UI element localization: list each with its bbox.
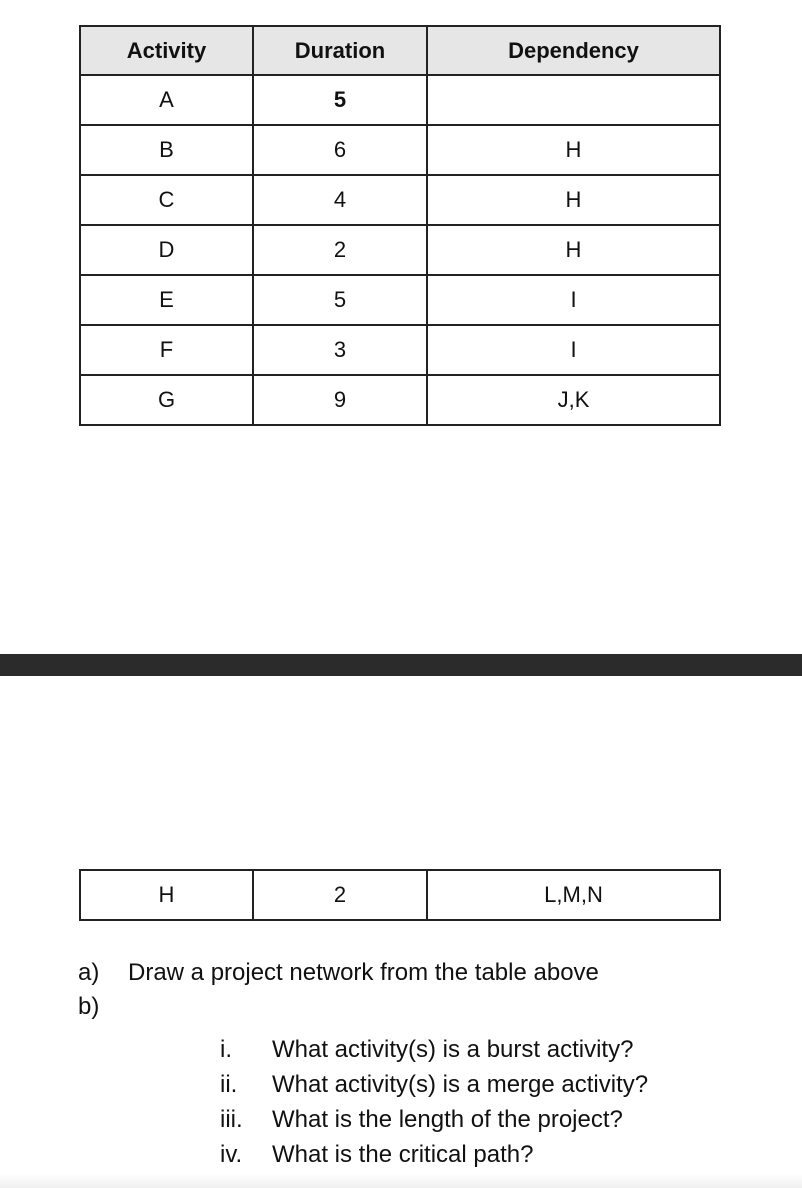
cell-dependency: J,K [427,375,720,425]
table-row [80,225,720,275]
sub-question-text: What activity(s) is a burst activity? [272,1036,634,1063]
cell-duration: 5 [253,275,427,325]
header-activity: Activity [80,26,253,75]
table-row [80,175,720,225]
cell-activity: A [80,75,253,125]
table-row [80,870,720,920]
cell-dependency: I [427,275,720,325]
sub-question-number: ii. [220,1071,238,1098]
cell-dependency: H [427,225,720,275]
header-dependency: Dependency [427,26,720,75]
cell-dependency: H [427,175,720,225]
sub-question-text: What activity(s) is a merge activity? [272,1071,649,1098]
cell-dependency [427,75,720,125]
cell-duration: 6 [253,125,427,175]
sub-question [220,1137,780,1172]
table-row [80,125,720,175]
cell-activity: F [80,325,253,375]
table-row [80,375,720,425]
table-header-row [80,26,720,75]
cell-duration: 2 [253,225,427,275]
page-divider [0,654,802,676]
sub-question-number: iii. [220,1106,243,1133]
cell-activity: B [80,125,253,175]
bottom-fade [0,1174,802,1188]
question-b [78,990,778,1024]
sub-question [220,1102,780,1137]
cell-duration: 5 [253,75,427,125]
cell-activity: E [80,275,253,325]
cell-activity: H [80,870,253,920]
cell-dependency: H [427,125,720,175]
cell-dependency: L,M,N [427,870,720,920]
activity-table [79,25,721,426]
cell-duration: 4 [253,175,427,225]
sub-question-text: What is the critical path? [272,1141,534,1168]
activity-table-continued [79,869,721,921]
cell-activity: C [80,175,253,225]
question-label: b) [78,993,100,1020]
question-list [78,956,778,1024]
sub-question [220,1067,780,1102]
table-row [80,275,720,325]
cell-activity: G [80,375,253,425]
cell-activity: D [80,225,253,275]
table-row [80,75,720,125]
cell-duration: 9 [253,375,427,425]
question-label: a) [78,959,100,986]
sub-question-number: iv. [220,1141,243,1168]
question-text: Draw a project network from the table above [128,959,599,986]
cell-duration: 2 [253,870,427,920]
table-row [80,325,720,375]
sub-question-list [220,1032,780,1172]
cell-dependency: I [427,325,720,375]
header-duration: Duration [253,26,427,75]
question-a [78,956,778,990]
cell-duration: 3 [253,325,427,375]
sub-question-number: i. [220,1036,232,1063]
sub-question [220,1032,780,1067]
sub-question-text: What is the length of the project? [272,1106,623,1133]
